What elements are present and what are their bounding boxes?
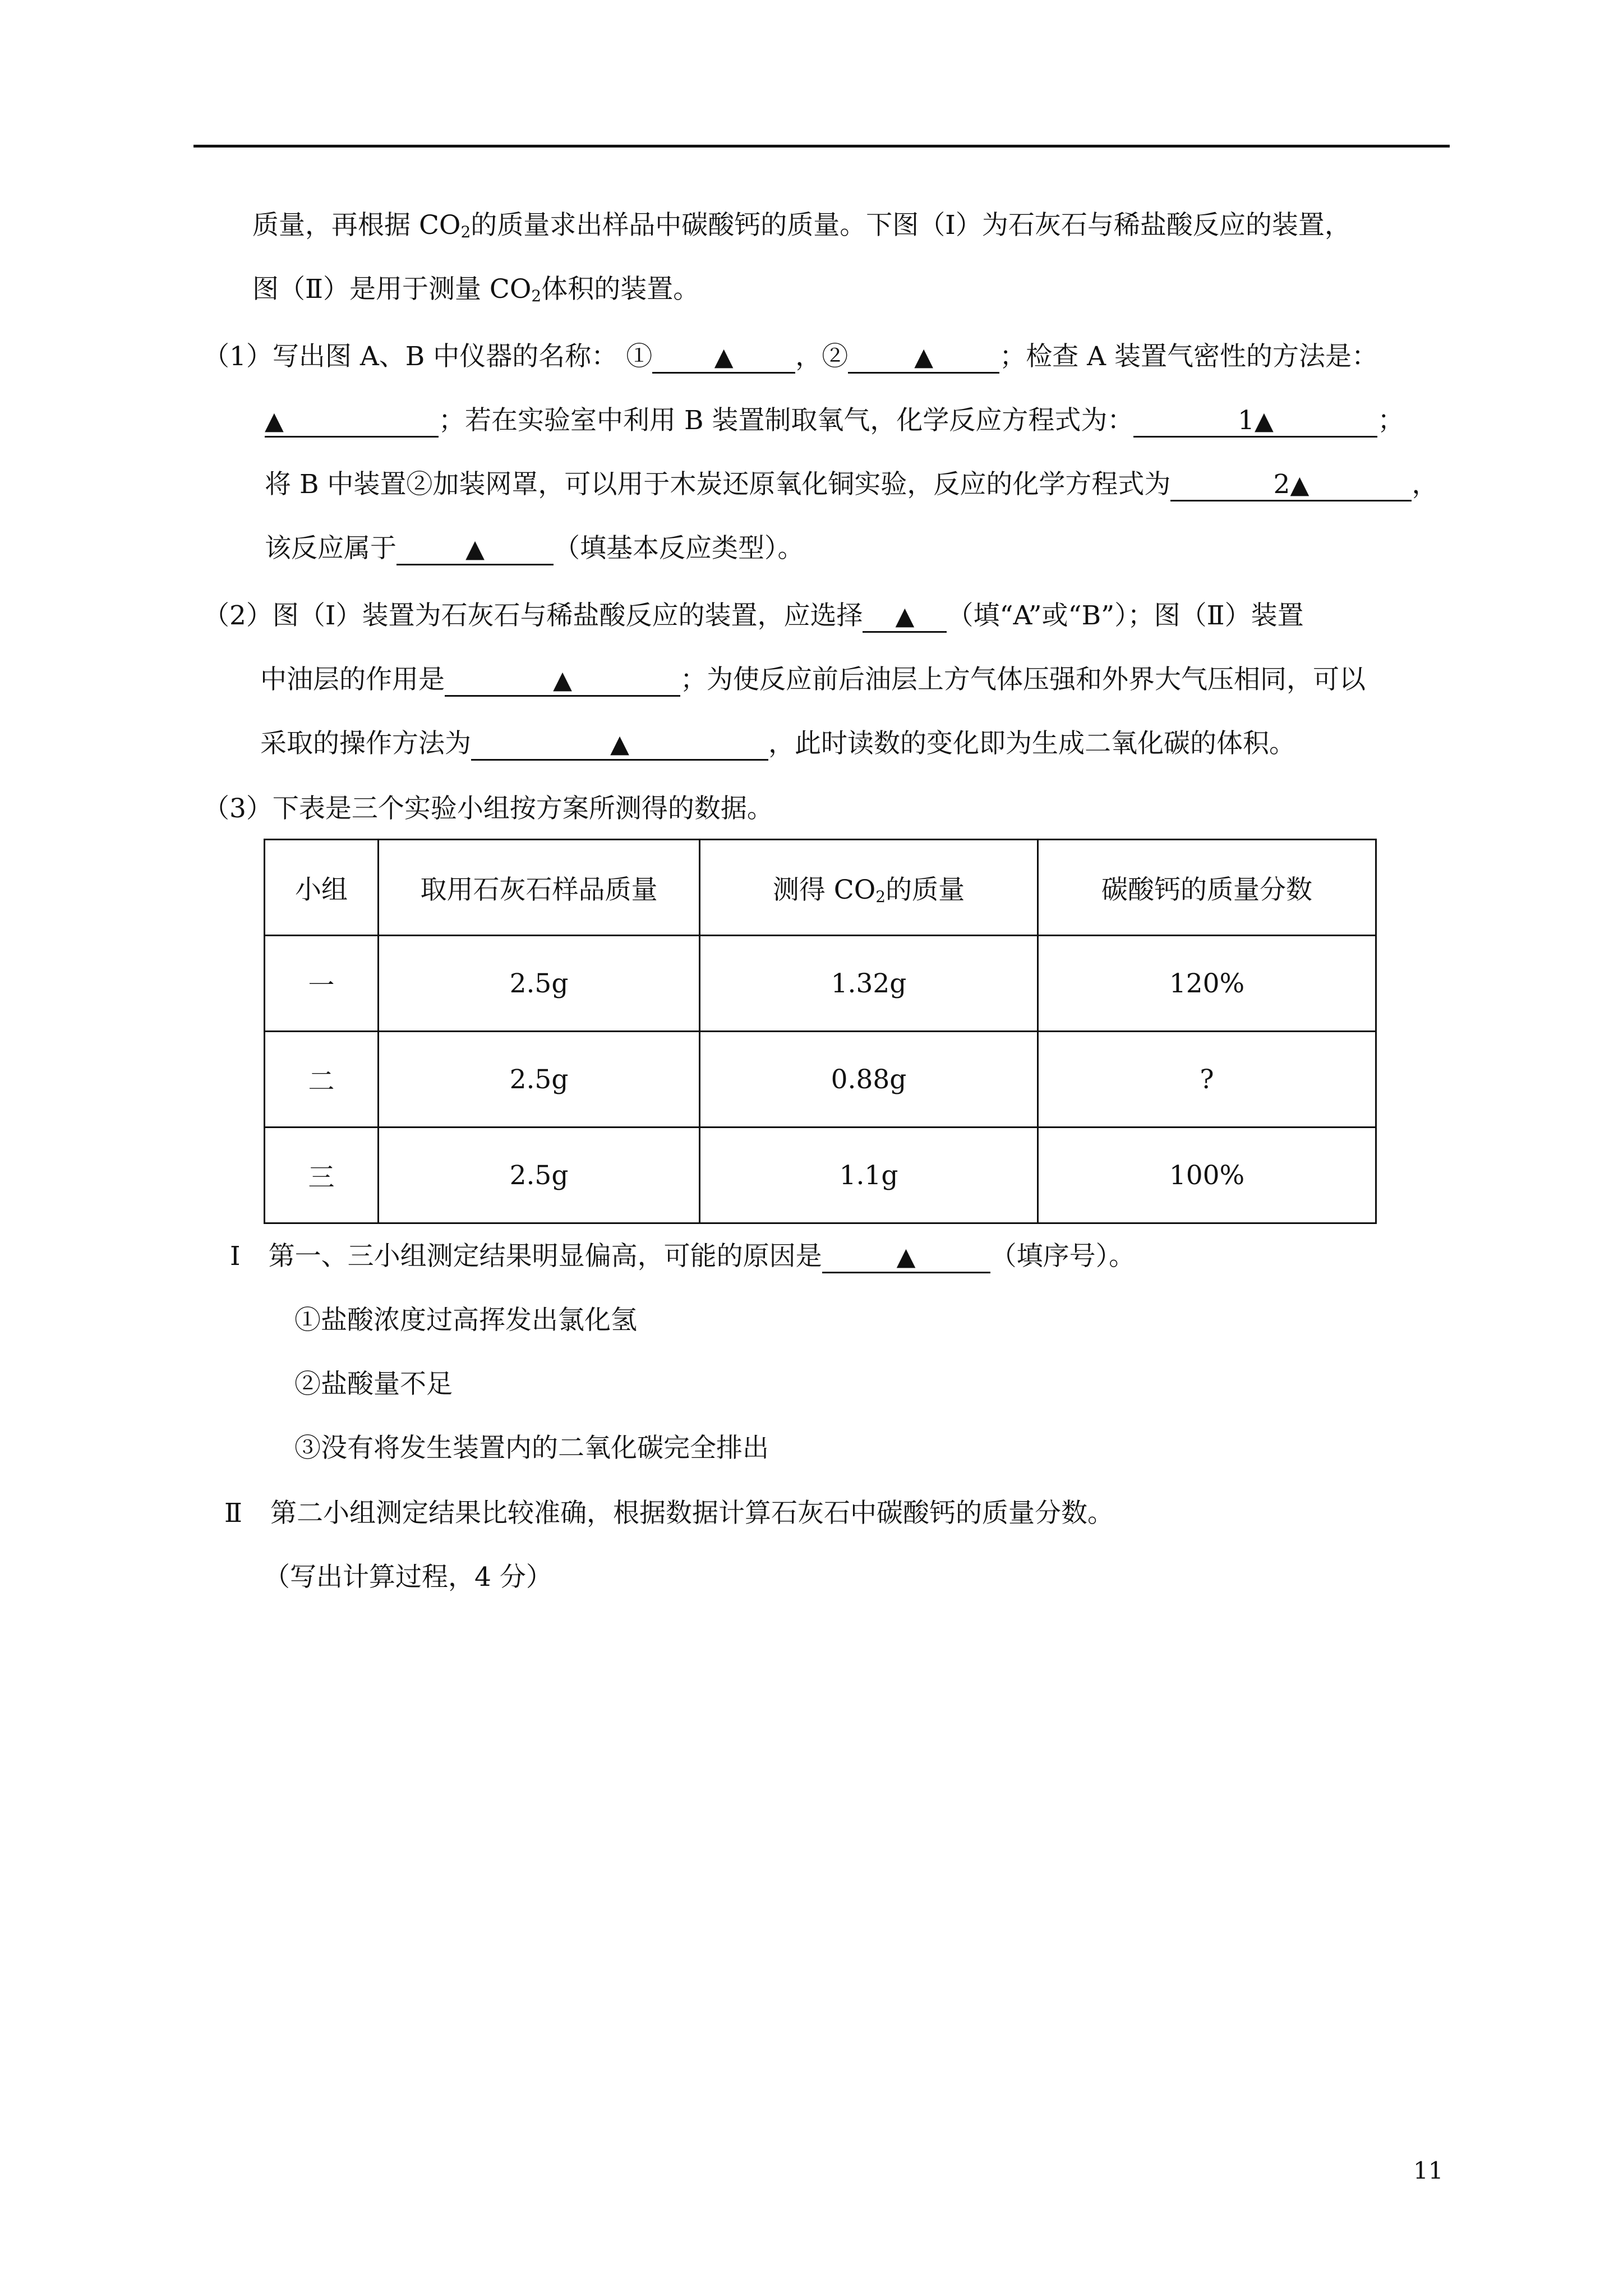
- intro-line-1: [252, 209, 1351, 242]
- table-header-row: [265, 840, 1376, 936]
- triangle-icon: ▲: [1254, 407, 1274, 435]
- table-row: [265, 936, 1376, 1032]
- triangle-icon: ▲: [465, 535, 485, 563]
- triangle-icon: ▲: [714, 343, 734, 371]
- part2-line: [224, 1497, 1114, 1530]
- table-cell: 1.1g: [700, 1128, 1038, 1223]
- answer-blank-4[interactable]: [1133, 406, 1377, 438]
- table-header: 小组: [265, 840, 379, 936]
- q1-text: 将 B 中装置②加装网罩，可以用于木炭还原氧化铜实验，反应的化学方程式为: [265, 469, 1171, 500]
- intro-text: 质量，再根据 CO: [252, 210, 461, 241]
- blank-number: 1: [1238, 405, 1255, 436]
- subscript: 2: [875, 887, 886, 906]
- table-row: [265, 1032, 1376, 1128]
- q1-line-2: [265, 404, 1404, 438]
- table-row: [265, 1128, 1376, 1223]
- table-cell: ?: [1038, 1032, 1376, 1128]
- triangle-icon: ▲: [553, 666, 572, 694]
- table-header: 取用石灰石样品质量: [379, 840, 700, 936]
- table-cell: 2.5g: [379, 1032, 700, 1128]
- part1-text: （填序号）。: [990, 1241, 1136, 1272]
- table-cell: 120%: [1038, 936, 1376, 1032]
- page-number: 11: [1413, 2157, 1444, 2184]
- part2-note: （写出计算过程，4 分）: [264, 1562, 552, 1593]
- option-2: ②盐酸量不足: [294, 1369, 453, 1400]
- q2-text: 中油层的作用是: [260, 664, 445, 695]
- subscript: 2: [531, 287, 542, 305]
- table-cell: 1.32g: [700, 936, 1038, 1032]
- answer-blank-9[interactable]: [471, 729, 768, 761]
- table-header: [700, 840, 1038, 936]
- q1-text: （填基本反应类型）。: [554, 533, 804, 564]
- triangle-icon: ▲: [1290, 471, 1310, 499]
- triangle-icon: ▲: [610, 730, 629, 758]
- table-cell: 三: [265, 1128, 379, 1223]
- q1-line-1: [203, 340, 1378, 374]
- answer-blank-6[interactable]: [396, 534, 554, 565]
- intro-text: 体积的装置。: [541, 274, 700, 305]
- triangle-icon: ▲: [265, 407, 284, 435]
- q3-intro: [203, 792, 773, 826]
- part-label: Ⅱ: [224, 1498, 242, 1529]
- triangle-icon: ▲: [896, 1243, 916, 1271]
- answer-blank-1[interactable]: [652, 342, 795, 374]
- header-rule: [193, 145, 1450, 148]
- intro-line-2: [252, 273, 699, 306]
- part1-text: 第一、三小组测定结果明显偏高，可能的原因是: [268, 1241, 822, 1272]
- q2-line-2: [260, 663, 1366, 697]
- subscript: 2: [460, 223, 471, 241]
- answer-blank-2[interactable]: [848, 342, 999, 374]
- q1-text: ，: [1412, 469, 1438, 500]
- intro-text: 图（Ⅱ）是用于测量 CO: [252, 274, 532, 305]
- data-table: [264, 839, 1377, 1224]
- table-cell: 100%: [1038, 1128, 1376, 1223]
- q1-text: ；: [1377, 405, 1404, 436]
- option-1: ①盐酸浓度过高挥发出氯化氢: [294, 1305, 637, 1336]
- answer-blank-5[interactable]: [1170, 470, 1412, 501]
- q1-text: ，②: [795, 341, 849, 372]
- answer-blank-10[interactable]: [822, 1242, 990, 1273]
- q2-text: （填“A”或“B”）；图（Ⅱ）装置: [947, 600, 1304, 631]
- q1-text: （1）写出图 A、B 中仪器的名称： ①: [203, 341, 653, 372]
- answer-blank-3[interactable]: [265, 406, 439, 438]
- q2-line-1: [203, 599, 1304, 633]
- q1-text: ；检查 A 装置气密性的方法是：: [999, 341, 1378, 372]
- intro-text: 的质量求出样品中碳酸钙的质量。下图（Ⅰ）为石灰石与稀盐酸反应的装置，: [471, 210, 1351, 241]
- triangle-icon: ▲: [895, 602, 915, 631]
- q1-line-3: [265, 468, 1438, 501]
- header-text: 的质量: [886, 874, 965, 905]
- triangle-icon: ▲: [914, 343, 934, 371]
- q2-text: ，此时读数的变化即为生成二氧化碳的体积。: [768, 728, 1295, 759]
- table-cell: 2.5g: [379, 936, 700, 1032]
- q1-text: 该反应属于: [265, 533, 396, 564]
- part-label: Ⅰ: [230, 1241, 241, 1272]
- answer-blank-8[interactable]: [445, 665, 680, 697]
- table-cell: 0.88g: [700, 1032, 1038, 1128]
- part1-line: [230, 1240, 1135, 1273]
- table-cell: 二: [265, 1032, 379, 1128]
- table-cell: 一: [265, 936, 379, 1032]
- part2-text: 第二小组测定结果比较准确，根据数据计算石灰石中碳酸钙的质量分数。: [270, 1498, 1114, 1529]
- option-3: ③没有将发生装置内的二氧化碳完全排出: [294, 1433, 769, 1464]
- q3-text: （3）下表是三个实验小组按方案所测得的数据。: [203, 793, 773, 824]
- q1-line-4: [265, 532, 804, 565]
- q1-text: ；若在实验室中利用 B 装置制取氧气，化学反应方程式为：: [439, 405, 1134, 436]
- q2-text: ；为使反应前后油层上方气体压强和外界大气压相同，可以: [680, 664, 1366, 695]
- blank-number: 2: [1273, 469, 1290, 500]
- header-text: 测得 CO: [772, 874, 876, 905]
- q2-text: （2）图（I）装置为石灰石与稀盐酸反应的装置，应选择: [203, 600, 863, 631]
- q2-text: 采取的操作方法为: [260, 728, 471, 759]
- table-cell: 2.5g: [379, 1128, 700, 1223]
- q2-line-3: [260, 727, 1295, 761]
- answer-blank-7[interactable]: [863, 601, 947, 633]
- table-header: 碳酸钙的质量分数: [1038, 840, 1376, 936]
